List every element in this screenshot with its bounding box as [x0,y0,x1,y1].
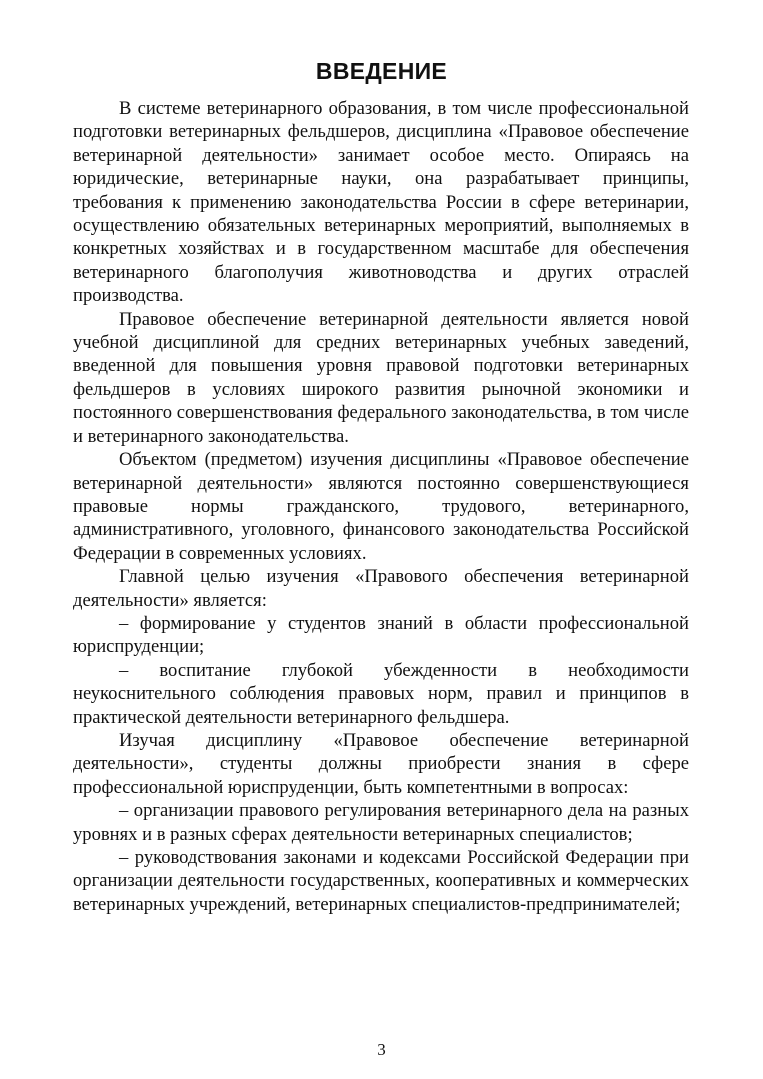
list-item-1: – формирование у студентов знаний в области профессиональной юриспруденции; [73,612,689,658]
paragraph-3: Объектом (предметом) изучения дисциплины «Правовое обеспечение ветеринарной деятельности» являются постоянно совершенствующиеся правовые нормы гражданского, трудового, ветеринарного, административного, уголовного, финансового законодательства Российской Федерации в современных условиях. [73,449,689,564]
paragraph-5: Изучая дисциплину «Правовое обеспечение ветеринарной деятельности», студенты должны приобрести знания в сфере профессиональной юриспруденции, быть компетентными в вопросах: [73,729,689,798]
paragraph-1: В системе ветеринарного образования, в том числе профессиональной подготовки ветеринарных фельдшеров, дисциплина «Правовое обеспечение ветеринарной деятельности» занимает особое место. Опираясь на юридические, ветеринарные науки, она разрабатывает принципы, требования к применению законодательства России в сфере ветеринарии, осуществлению обязательных ветеринарных мероприятий, выполняемых в конкретных хозяйствах и в государственном масштабе для обеспечения ветеринарного благополучия животноводства и других отраслей производства. [73,98,689,307]
paragraph-4: Главной целью изучения «Правового обеспечения ветеринарной деятельности» является: [73,566,689,611]
page-title: ВВЕДЕНИЕ [315,58,448,84]
list-item-2: – воспитание глубокой убежденности в необходимости неукоснительного соблюдения правовых норм, правил и принципов в практической деятельности ветеринарного фельдшера. [73,659,689,728]
page-number: 3 [377,1040,386,1059]
body-text [73,97,689,916]
list-item-3: – организации правового регулирования ветеринарного дела на разных уровнях и в разных сферах деятельности ветеринарных специалистов; [73,800,689,845]
paragraph-2: Правовое обеспечение ветеринарной деятельности является новой учебной дисциплиной для средних ветеринарных учебных заведений, введенной для повышения уровня правовой подготовки ветеринарных фельдшеров в условиях широкого развития рыночной экономики и постоянного совершенствования федерального законодательства, в том числе и ветеринарного законодательства. [73,308,689,447]
list-item-4: – руководствования законами и кодексами Российской Федерации при организации деятельности государственных, кооперативных и коммерческих ветеринарных учреждений, ветеринарных специалистов-предпринимателей; [73,847,689,915]
